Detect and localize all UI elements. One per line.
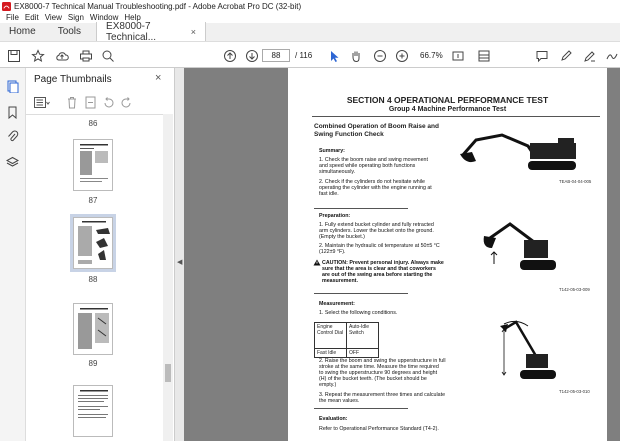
thumbnails-panel <box>26 68 174 441</box>
thumbnail-label: 88 <box>88 275 98 284</box>
thumbnail-label: 89 <box>88 359 98 368</box>
measurement-text: empty.) <box>319 382 337 388</box>
table-header-cell <box>347 323 379 349</box>
divider <box>314 408 408 409</box>
thumbnail-page[interactable] <box>73 385 113 437</box>
scroll-mode-icon[interactable] <box>476 48 492 64</box>
panel-toolbar <box>32 95 162 111</box>
tab-document[interactable] <box>96 22 206 41</box>
measurement-text: (H) of the bucket teeth. (The bucket should be <box>319 376 427 382</box>
section-title: SECTION 4 OPERATIONAL PERFORMANCE TEST <box>346 95 549 105</box>
warning-triangle-icon <box>313 259 321 266</box>
print-icon[interactable] <box>78 48 94 64</box>
page-up-icon[interactable] <box>222 48 238 64</box>
menu-view[interactable]: View <box>44 13 62 22</box>
preparation-text: 1. Fully extend bucket cylinder and fully retracted <box>319 222 434 228</box>
excavator-figure-1 <box>458 132 586 176</box>
table-header-text: Switch <box>349 330 364 336</box>
rotate-right-icon[interactable] <box>120 96 133 109</box>
summary-text: simultaneously. <box>319 169 356 175</box>
caution-text: measurement. <box>322 278 358 284</box>
fit-page-icon[interactable] <box>450 48 466 64</box>
summary-text: operating the cylinder with the engine running at <box>319 185 432 191</box>
title-bar <box>0 0 620 12</box>
zoom-out-icon[interactable] <box>372 48 388 64</box>
insert-pages-icon[interactable] <box>84 96 97 109</box>
summary-label: Summary: <box>319 148 345 154</box>
menu-window[interactable]: Window <box>89 13 119 22</box>
menu-bar <box>0 12 620 23</box>
evaluation-label: Evaluation: <box>319 416 348 422</box>
window-title: EX8000-7 Technical Manual Troubleshooting.pdf - Adobe Acrobat Pro DC (32-bit) <box>14 1 302 11</box>
page-number-input[interactable]: 88 <box>262 49 290 62</box>
figure-caption: TEAB-04-04-005 <box>559 179 592 184</box>
select-cursor-icon[interactable] <box>326 48 342 64</box>
page-down-icon[interactable] <box>244 48 260 64</box>
save-icon[interactable] <box>6 48 22 64</box>
summary-text: fast idle. <box>319 191 339 197</box>
divider <box>314 293 408 294</box>
table-cell: Fast Idle <box>315 349 347 358</box>
summary-text: and speed while operating both functions <box>319 163 416 169</box>
summary-text: 1. Check the boom raise and swing movement <box>319 157 428 163</box>
measurement-text: to swing the upperstructure 90 degrees and height <box>319 370 438 376</box>
figure-caption: T142-05-03-010 <box>559 389 590 394</box>
excavator-figure-2 <box>476 218 562 280</box>
divider <box>314 208 408 209</box>
options-menu-icon[interactable] <box>34 97 50 109</box>
panel-close-icon[interactable]: × <box>155 72 162 84</box>
table-header-text: Control Dial <box>317 330 344 336</box>
panel-splitter[interactable] <box>174 68 184 441</box>
preparation-text: 2. Maintain the hydraulic oil temperature at 50±5 °C <box>319 243 440 249</box>
scrollbar-thumb[interactable] <box>165 364 171 382</box>
tab-tools[interactable]: Tools <box>57 26 82 37</box>
summary-text: 2. Check if the cylinders do not hesitate while <box>319 179 425 185</box>
zoom-level[interactable]: 66.7% <box>420 51 443 60</box>
rotate-left-icon[interactable] <box>102 96 115 109</box>
sign-icon[interactable] <box>604 48 620 64</box>
collapse-arrow-icon[interactable]: ◀ <box>177 259 183 266</box>
menu-edit[interactable]: Edit <box>24 13 39 22</box>
tab-close-icon[interactable]: × <box>190 26 197 37</box>
table-header-cell <box>315 323 347 349</box>
navigation-bar <box>0 68 26 441</box>
hand-tool-icon[interactable] <box>348 48 364 64</box>
upload-cloud-icon[interactable] <box>54 48 70 64</box>
preparation-text: arm cylinders. Lower the bucket onto the ground. <box>319 228 434 234</box>
menu-file[interactable]: File <box>6 13 19 22</box>
acrobat-icon <box>2 2 11 11</box>
preparation-text: (Empty the bucket.) <box>319 234 365 240</box>
thumbnails-icon[interactable] <box>6 80 19 93</box>
table-header-text: Auto-Idle <box>349 324 370 330</box>
measurement-text: 1. Select the following conditions. <box>319 310 398 316</box>
page-heading: Combined Operation of Boom Raise and <box>314 123 439 130</box>
table-cell: OFF <box>347 349 379 358</box>
main-toolbar <box>0 43 620 68</box>
caution-text: CAUTION: Prevent personal injury. Always make <box>322 260 444 266</box>
highlight-pen-icon[interactable] <box>558 48 574 64</box>
excavator-figure-3 <box>476 316 560 382</box>
figure-caption: T142-05-03-009 <box>559 287 590 292</box>
bookmarks-icon[interactable] <box>6 106 19 119</box>
tab-home[interactable]: Home <box>9 26 36 37</box>
thumbnail-label: 86 <box>88 119 98 128</box>
caution-text: sure that the area is clear and that coworkers <box>322 266 436 272</box>
thumbnail-list <box>26 114 166 441</box>
thumbnail-page-selected[interactable] <box>73 217 113 269</box>
measurement-text: stroke at the same time. Measure the time required <box>319 364 439 370</box>
measurement-text: 3. Repeat the measurement three times and calculate <box>319 392 446 398</box>
divider <box>312 116 600 117</box>
layers-icon[interactable] <box>6 156 19 169</box>
measurement-label: Measurement: <box>319 301 355 307</box>
menu-help[interactable]: Help <box>124 13 141 22</box>
page-total: / 116 <box>295 51 313 60</box>
panel-scrollbar[interactable] <box>163 114 173 441</box>
table-header-text: Engine <box>317 324 333 330</box>
panel-title: Page Thumbnails <box>34 74 112 85</box>
comment-icon[interactable] <box>534 48 550 64</box>
caution-text: are out of the swing area before starting the <box>322 272 433 278</box>
thumbnail-page[interactable] <box>73 139 113 191</box>
thumbnail-label: 87 <box>88 196 98 205</box>
tab-bar <box>0 20 620 43</box>
delete-icon[interactable] <box>66 96 78 109</box>
preparation-text: (122±9 °F). <box>319 249 346 255</box>
preparation-label: Preparation: <box>319 213 351 219</box>
measurement-text: 2. Raise the boom and swing the upperstructure in full <box>319 358 446 364</box>
draw-icon[interactable] <box>582 48 598 64</box>
page-heading-line2: Swing Function Check <box>314 131 384 138</box>
group-title: Group 4 Machine Performance Test <box>388 106 507 113</box>
menu-sign[interactable]: Sign <box>67 13 84 22</box>
conditions-table <box>314 322 379 358</box>
evaluation-text: Refer to Operational Performance Standard (T4-2). <box>319 426 439 432</box>
thumbnail-page[interactable] <box>73 303 113 355</box>
measurement-text: the mean values. <box>319 398 360 404</box>
bookmark-star-icon[interactable] <box>30 48 46 64</box>
attachments-icon[interactable] <box>6 130 19 143</box>
zoom-in-icon[interactable] <box>394 48 410 64</box>
search-icon[interactable] <box>100 48 116 64</box>
tab-document-label: EX8000-7 Technical... <box>106 20 157 43</box>
pdf-page <box>288 68 607 441</box>
